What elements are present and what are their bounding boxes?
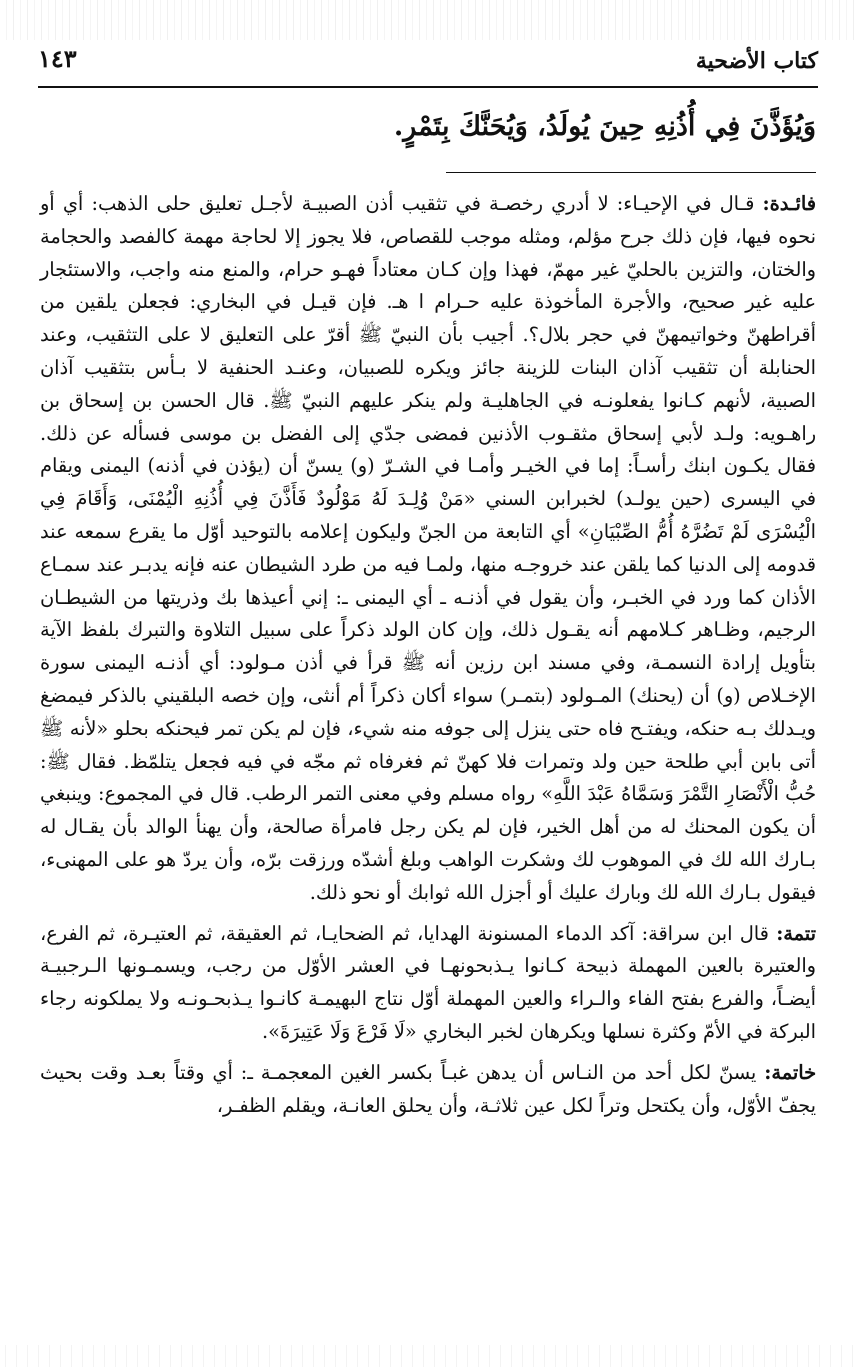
- faida-label: فائـدة:: [762, 192, 816, 215]
- book-title: كتاب الأضحية: [695, 48, 818, 74]
- scan-noise-bottom: [0, 1345, 856, 1367]
- tatimma-label: تتمة:: [776, 921, 816, 945]
- khatima-label: خاتمة:: [764, 1060, 816, 1084]
- faida-text: قـال في الإحيـاء: لا أدري رخصـة في تثقيب أذن الصبيـة لأجـل تعليق حلى الذهب: أي أو نحوه فيها، فإن ذلك جرح مؤلم، ومثله موجب للقصاص، فلا يجوز إلا لحاجة مهمة كالفصد والحجامة والختان، والتزين بالحليّ غير مهمّ، فهذا وإن كـان معتاداً فهـو حرام، والمنع منه واجب، والاستئجار عليه غير صحيح، والأجرة المأخوذة عليه حـرام ا هـ. فإن قيـل في البخاري: فجعلن يلقين من أقراطهنّ وخواتيمهنّ في حجر بلال؟. أجيب بأن النبيّ ﷺ أقرّ على التعليق لا على التثقيب، وعند الحنابلة أن تثقيب آذان البنات للزينة جائز ويكره للصبيان، وعنـد الحنفية لا بـأس بتثقيب آذان الصبية، لأنهم كـانوا يفعلونـه في الجاهليـة ولم ينكر عليهم النبيّ ﷺ. قال الحسن بن إسحاق بن راهـويه: ولـد لأبي إسحاق مثقـوب الأذنين فمضى جدّي إلى الفضل بن موسى فسأله عن ذلك. فقال يكـون ابنك رأسـاً: إما في الخيـر وأمـا في الشـرّ (و) يسنّ أن (يؤذن في أذنه) اليمنى ويقام في اليسرى (حين يولـد) لخبرابن السني «مَنْ وُلِـدَ لَهُ مَوْلُودٌ فَأَذَّنَ فِي أُذُنِهِ الْيُمْنَى، وَأَقَامَ فِي الْيُسْرَى لَمْ تَضُرَّهُ أُمُّ الصِّبْيَانِ» أي التابعة من الجنّ وليكون إعلامه بالتوحيد أوّل ما يقرع سمعه عند قدومه إلى الدنيا كما يلقن عند خروجـه منها، ولمـا فيه من طرد الشيطان عنه فإنه يدبـر عند سمـاع الأذان كما ورد في الخبـر، وأن يقول في أذنـه ـ أي اليمنى ـ: إني أعيذها بك وذريتها من الشيطـان الرجيم، وظـاهر كـلامهم أنه يقـول ذلك، وإن كان الولد ذكراً على سبيل التلاوة والتبرك بلفظ الآية بتأويل إرادة النسمـة، وفي مسند ابن رزين أنه ﷺ قرأ في أذن مـولود: أي أذنـه اليمنى سورة الإخـلاص (و) أن (يحنك) المـولود (بتمـر) سواء أكان ذكراً أم أنثى، وإن خصه البلقيني بالذكر فيمضغ ويـدلك بـه حنكه، ويفتـح فاه حتى ينزل إلى جوفه منه شيء، فإن لم يكن تمر فيحنكه بحلو «لأنه ﷺ أتى بابن أبي طلحة حين ولد وتمرات فلا كهنّ ثم فغرفاه ثم مجّه في فيه فجعل يتلمّظ. فقال ﷺ: حُبُّ الْأَنْصَارِ التَّمْرَ وَسَمَّاهُ عَبْدَ اللَّهِ» رواه مسلم وفي معنى التمر الرطب. قال في المجموع: وينبغي أن يكون المحنك له من أهل الخير، فإن لم يكن رجل فامرأة صالحة، وأن يهنأ الوالد بأن يقـال له بـارك الله لك في الموهوب لك وشكرت الواهب وبلغ أشدّه ورزقت برّه، وأن يردّ هو على المهنىء، فيقول بـارك الله لك وبارك عليك أو أجزل الله ثوابك أو نحو ذلك.: [40, 192, 816, 904]
- page-number: ١٤٣: [38, 44, 77, 73]
- tatimma-text: قال ابن سراقة: آكد الدماء المسنونة الهدايا، ثم الضحايـا، ثم العقيقة، ثم العتيـرة، ثم الفرع، والعتيرة بالعين المهملة ذبيحة كـانوا يـذبحونهـا في العشر الأوّل من رجب، ويسمـونها الـرجبيـة أيضـاً، والفرع بفتح الفاء والـراء والعين المهملة أوّل نتاج البهيمـة كانـوا يـذبحـونـه ولا يملكونه رجاء البركة في الأمّ وكثرة نسلها ويكرهان لخبر البخاري «لَا فَرْعَ وَلَا عَتِيرَةَ».: [40, 921, 816, 1043]
- page-header: [38, 42, 818, 88]
- scan-noise-top: [0, 0, 856, 40]
- khatima-text: يسنّ لكل أحد من النـاس أن يدهن غبـاً بكسر الغين المعجمـة ـ: أي وقتاً بعـد وقت بحيث يجفّ الأوّل، وأن يكتحل وتراً لكل عين ثلاثـة، وأن يحلق العانـة، ويقلم الظفـر،: [40, 1060, 816, 1117]
- commentary: [40, 188, 816, 1130]
- matn-text: وَيُؤَذَّنَ فِي أُذُنِهِ حِينَ يُولَدُ، وَيُحَنَّكَ بِتَمْرٍ.: [393, 111, 816, 142]
- khatima-paragraph: [40, 1057, 816, 1123]
- matn-separator: [446, 172, 816, 173]
- faida-paragraph: [40, 188, 816, 910]
- tatimma-paragraph: [40, 918, 816, 1049]
